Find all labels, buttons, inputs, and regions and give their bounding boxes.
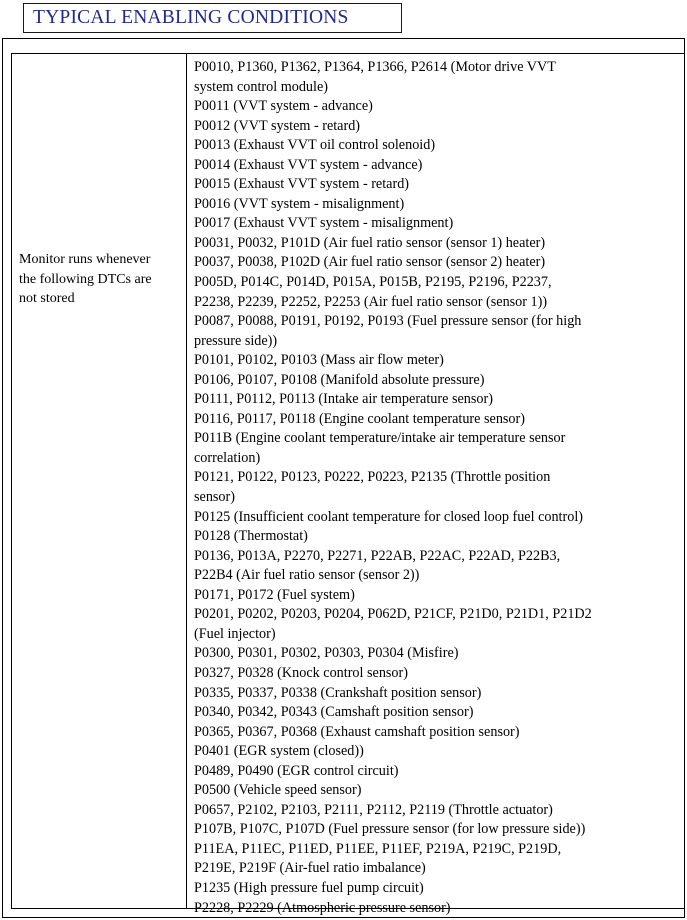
dtc-line: P22B4 (Air fuel ratio sensor (sensor 2))	[194, 567, 420, 584]
dtc-line: P0300, P0301, P0302, P0303, P0304 (Misfire)	[194, 645, 459, 662]
dtc-line: P11EA, P11EC, P11ED, P11EE, P11EF, P219A, P219C, P219D,	[194, 840, 562, 857]
dtc-line: P0037, P0038, P102D (Air fuel ratio sensor (sensor 2) heater)	[194, 254, 546, 271]
condition-label-line: the following DTCs are	[19, 271, 152, 287]
dtc-line: pressure side))	[194, 332, 278, 349]
dtc-line: P0489, P0490 (EGR control circuit)	[194, 762, 399, 779]
dtc-line: P0017 (Exhaust VVT system - misalignment)	[194, 215, 454, 232]
condition-label-line: not stored	[19, 291, 75, 306]
dtc-line: P2228, P2229 (Atmospheric pressure sensor)	[194, 899, 451, 916]
dtc-line: sensor)	[194, 489, 235, 506]
dtc-line: P0116, P0117, P0118 (Engine coolant temperature sensor)	[194, 410, 525, 427]
dtc-line: P107B, P107C, P107D (Fuel pressure sensor (for low pressure side))	[194, 821, 586, 838]
dtc-line: P0201, P0202, P0203, P0204, P062D, P21CF, P21D0, P21D1, P21D2	[194, 606, 592, 623]
condition-label-line: Monitor runs whenever	[19, 252, 151, 267]
dtc-line: P0031, P0032, P101D (Air fuel ratio sensor (sensor 1) heater)	[194, 234, 546, 251]
dtc-line: P0340, P0342, P0343 (Camshaft position sensor)	[194, 704, 474, 721]
dtc-line: P1235 (High pressure fuel pump circuit)	[194, 879, 424, 896]
dtc-line: P0012 (VVT system - retard)	[194, 117, 361, 134]
dtc-line: P0171, P0172 (Fuel system)	[194, 586, 355, 603]
dtc-line: P0136, P013A, P2270, P2271, P22AB, P22AC, P22AD, P22B3,	[194, 547, 561, 564]
dtc-list-cell	[194, 58, 684, 918]
dtc-line: P005D, P014C, P014D, P015A, P015B, P2195, P2196, P2237,	[194, 274, 552, 291]
dtc-line: P0087, P0088, P0191, P0192, P0193 (Fuel pressure sensor (for high	[194, 313, 582, 330]
dtc-line: P0016 (VVT system - misalignment)	[194, 195, 405, 212]
dtc-line: P0335, P0337, P0338 (Crankshaft position sensor)	[194, 684, 482, 701]
dtc-line: P219E, P219F (Air-fuel ratio imbalance)	[194, 860, 426, 877]
dtc-line: P0657, P2102, P2103, P2111, P2112, P2119 (Throttle actuator)	[194, 801, 553, 818]
dtc-line: P0101, P0102, P0103 (Mass air flow meter)	[194, 352, 444, 369]
dtc-line: P0106, P0107, P0108 (Manifold absolute pressure)	[194, 371, 485, 388]
dtc-line: P0121, P0122, P0123, P0222, P0223, P2135 (Throttle position	[194, 469, 551, 486]
dtc-line: (Fuel injector)	[194, 625, 276, 642]
dtc-line: P0014 (Exhaust VVT system - advance)	[194, 156, 423, 173]
dtc-line: P0125 (Insufficient coolant temperature for closed loop fuel control)	[194, 508, 583, 525]
section-title: TYPICAL ENABLING CONDITIONS	[23, 3, 402, 33]
dtc-line: P0010, P1360, P1362, P1364, P1366, P2614 (Motor drive VVT	[194, 59, 556, 75]
dtc-line: P0327, P0328 (Knock control sensor)	[194, 664, 408, 681]
dtc-line: P0013 (Exhaust VVT oil control solenoid)	[194, 137, 436, 154]
dtc-line: system control module)	[194, 78, 328, 95]
dtc-line: P0011 (VVT system - advance)	[194, 98, 373, 115]
column-divider	[186, 53, 187, 909]
dtc-line: P0111, P0112, P0113 (Intake air temperature sensor)	[194, 391, 493, 408]
dtc-line: P011B (Engine coolant temperature/intake air temperature sensor	[194, 430, 566, 447]
dtc-line: P0365, P0367, P0368 (Exhaust camshaft position sensor)	[194, 723, 520, 740]
dtc-line: P0401 (EGR system (closed))	[194, 743, 364, 760]
dtc-line: P0128 (Thermostat)	[194, 528, 308, 545]
condition-label-cell	[19, 250, 184, 309]
dtc-line: P0500 (Vehicle speed sensor)	[194, 782, 362, 799]
dtc-line: P2238, P2239, P2252, P2253 (Air fuel ratio sensor (sensor 1))	[194, 293, 548, 310]
dtc-line: correlation)	[194, 449, 261, 466]
dtc-line: P0015 (Exhaust VVT system - retard)	[194, 176, 410, 193]
